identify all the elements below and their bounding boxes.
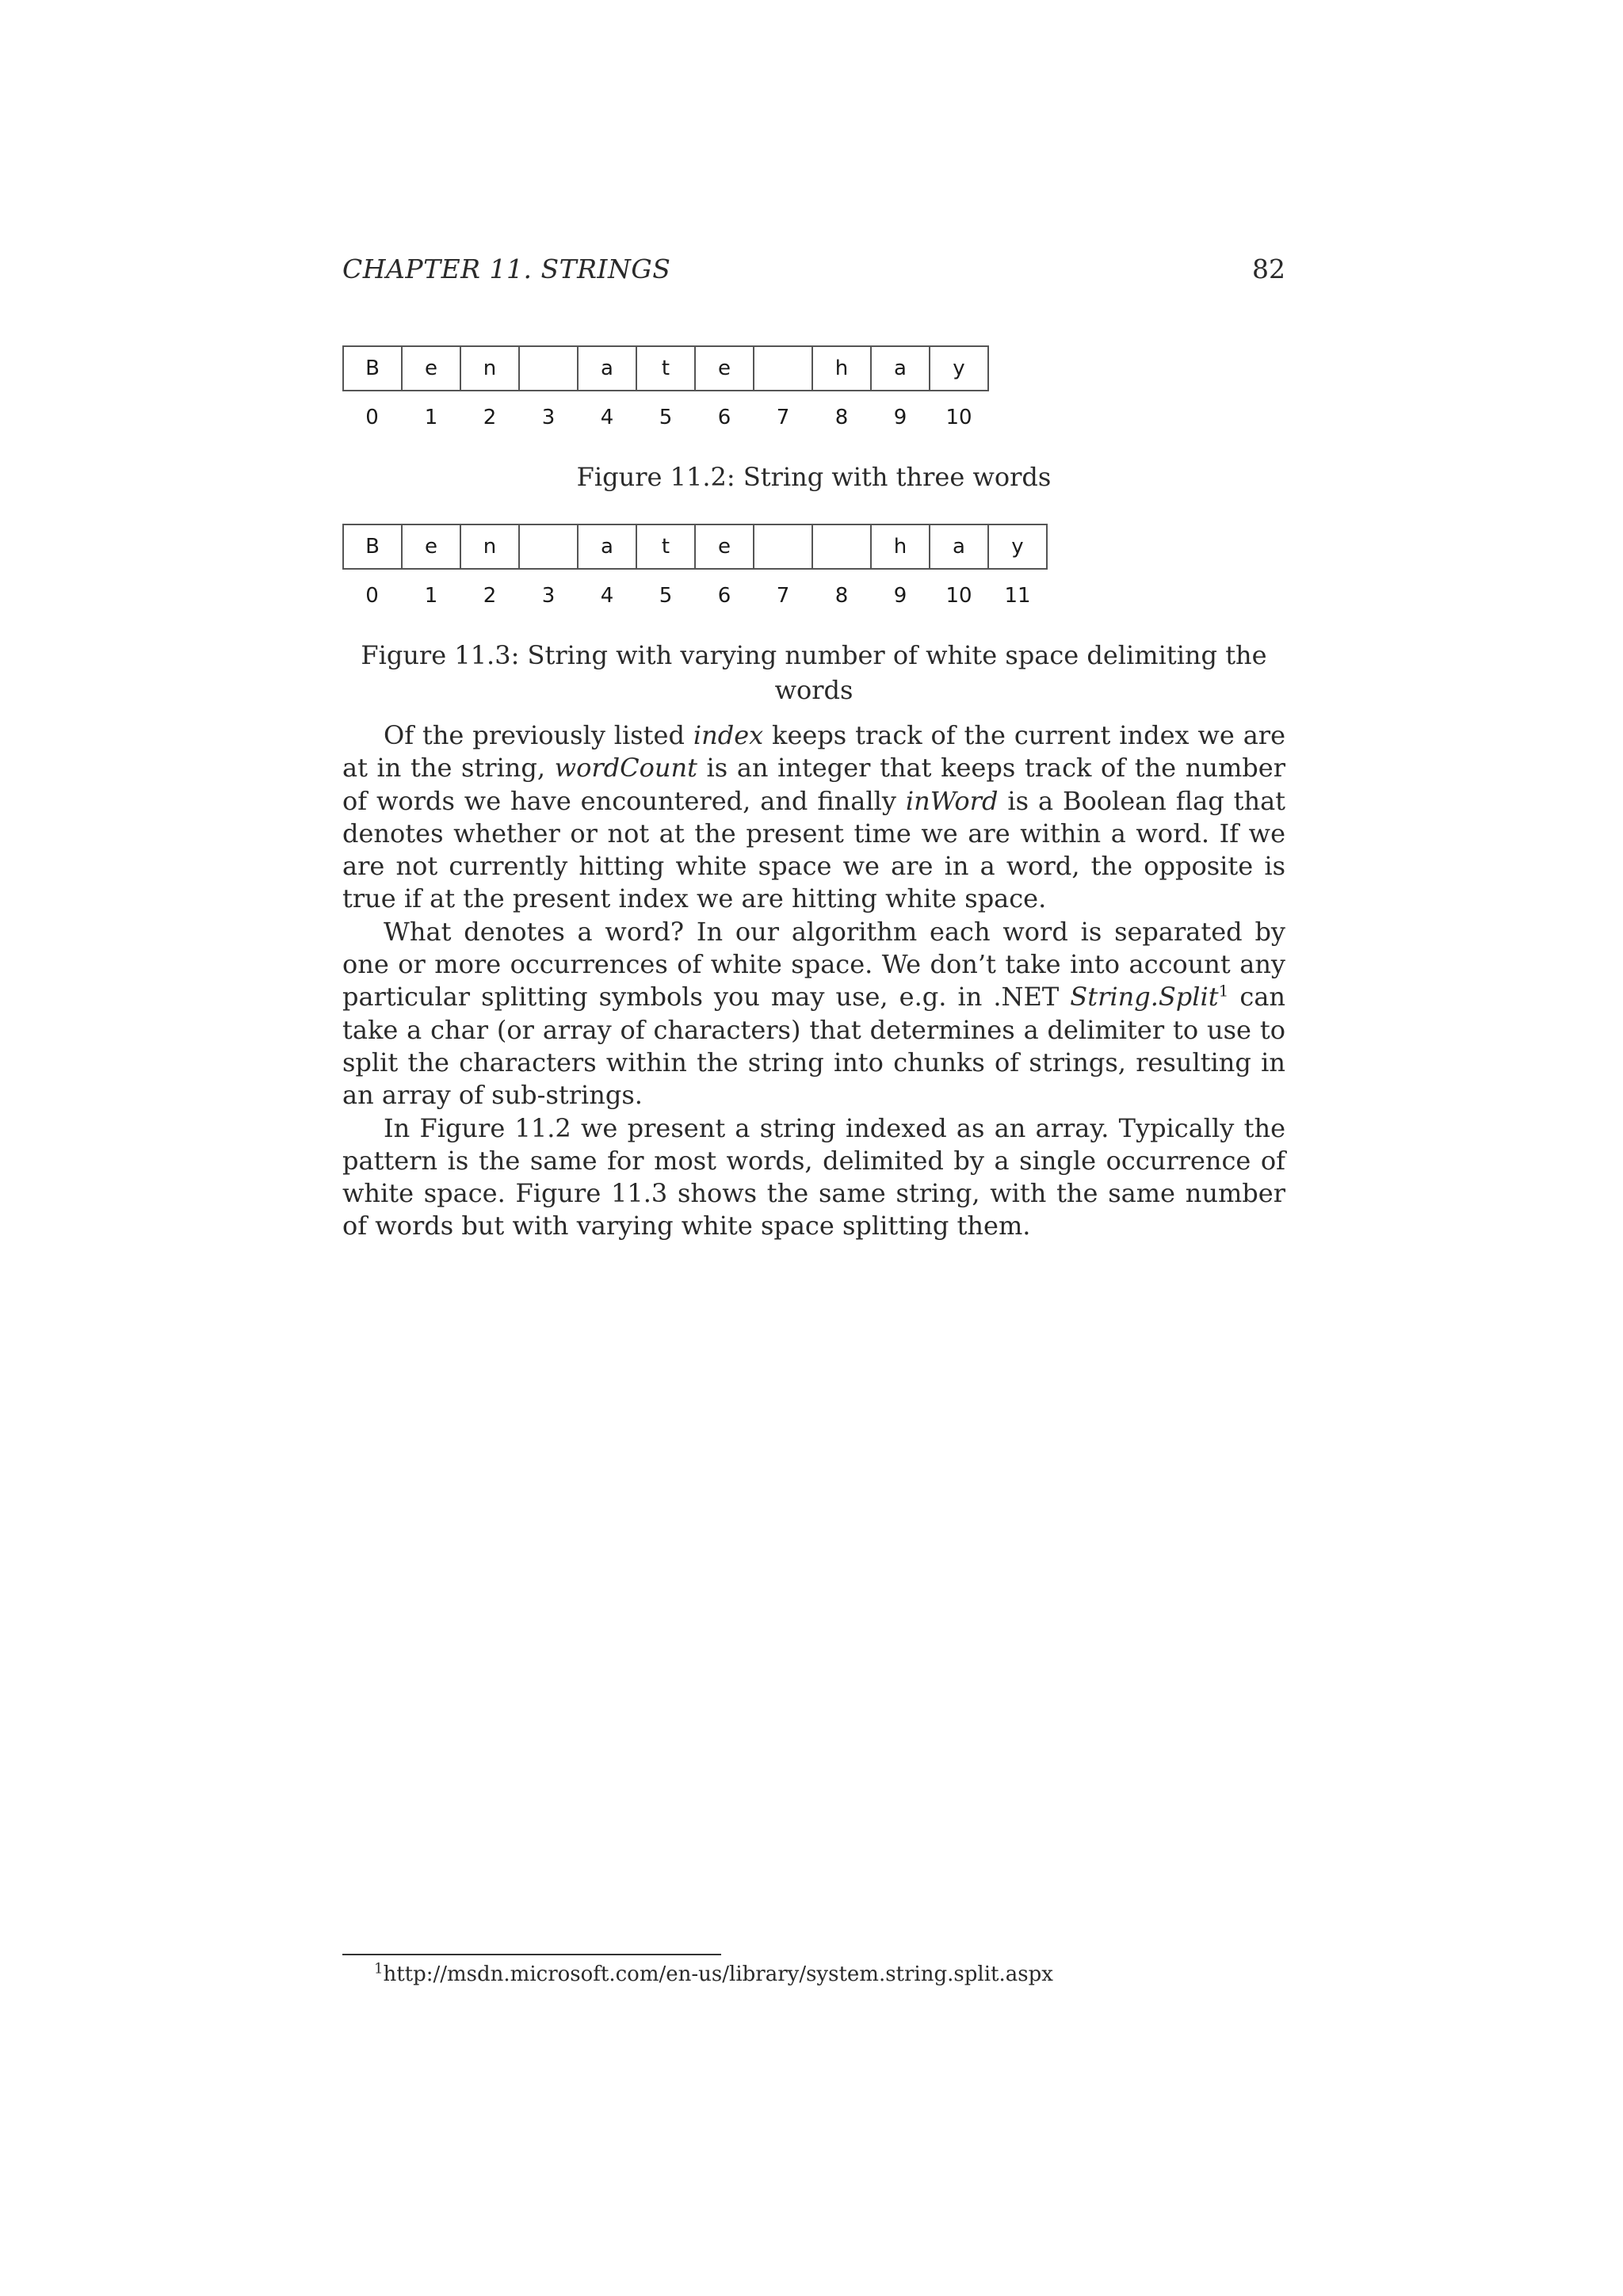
index-row: [342, 406, 988, 429]
array-index: 8: [834, 584, 849, 608]
array-index: 3: [541, 406, 556, 429]
array-cell: [754, 347, 813, 390]
array-index: 11: [1004, 584, 1031, 608]
paragraph: In Figure 11.2 we present a string indexed as an array. Typically the pattern is the same for most words, delimited by a single occurrence of white space. Figure 11.3 shows the same string, with the same number of words but with varying white space splitting them.: [342, 1112, 1285, 1241]
array-index: 9: [893, 584, 907, 608]
array-index: 10: [945, 584, 972, 608]
array-index: 2: [483, 584, 497, 608]
array-index: 9: [893, 406, 907, 429]
page-number: 82: [1252, 254, 1285, 284]
array-index: 1: [424, 406, 438, 429]
array-cell: a: [579, 525, 637, 568]
array-cell: B: [344, 525, 403, 568]
array-cell: t: [637, 525, 696, 568]
array-index: 2: [483, 406, 497, 429]
chapter-title: CHAPTER 11. STRINGS: [342, 254, 671, 284]
array-index: 5: [659, 584, 673, 608]
paragraph: Of the previously listed index keeps track of the current index we are at in the string, wordCount is an integer that keeps track of the number of words we have encountered, and finally inWord is a Boolean flag that denotes whether or not at the present time we are within a word. If we are not currently hitting white space we are in a word, the opposite is true if at the present index we are hitting white space.: [342, 720, 1286, 914]
figure-11-3-caption: Figure 11.3: String with varying number of white space delimiting the words: [361, 640, 1267, 705]
array-cell: y: [989, 525, 1048, 568]
char-cells: [342, 345, 989, 391]
array-cell: e: [403, 347, 461, 390]
array-cell: [520, 525, 579, 568]
array-index: 3: [541, 584, 556, 608]
running-header: [342, 252, 1285, 287]
array-index: 7: [776, 584, 790, 608]
figure-11-3-array: [342, 524, 1048, 608]
array-cell: e: [696, 525, 754, 568]
array-index: 7: [776, 406, 790, 429]
array-index: 0: [365, 584, 379, 608]
body-text: [342, 719, 1285, 1243]
footnote-rule: [342, 1954, 721, 1955]
array-index: 6: [717, 584, 731, 608]
array-cell: t: [637, 347, 696, 390]
footnote-mark: 1: [374, 1960, 384, 1978]
array-index: 6: [717, 406, 731, 429]
array-cell: e: [403, 525, 461, 568]
array-cell: y: [930, 347, 989, 390]
footnote-url[interactable]: http://msdn.microsoft.com/en-us/library/system.string.split.aspx: [383, 1962, 1053, 1986]
array-index: 8: [834, 406, 849, 429]
array-cell: h: [872, 525, 930, 568]
paragraph: What denotes a word? In our algorithm each word is separated by one or more occurrences of white space. We don’t take into account any particular splitting symbols you may use, e.g. in .NET String.Split$^1$ can take a char (or array of characters) that determines a delimiter to use to split the characters within the string into chunks of strings, resulting in an array of sub-strings.: [342, 916, 1286, 1111]
char-cells: [342, 524, 1048, 570]
array-index: 5: [659, 406, 673, 429]
array-cell: e: [696, 347, 754, 390]
figure-11-2-array: [342, 345, 989, 429]
footnote: [374, 1960, 1053, 1989]
array-cell: B: [344, 347, 403, 390]
figure-11-2-caption: Figure 11.2: String with three words: [576, 462, 1052, 492]
array-index: 4: [600, 406, 614, 429]
array-index: 0: [365, 406, 379, 429]
array-cell: a: [872, 347, 930, 390]
array-index: 10: [945, 406, 972, 429]
array-cell: [754, 525, 813, 568]
array-cell: [813, 525, 872, 568]
array-cell: n: [461, 525, 520, 568]
array-index: 4: [600, 584, 614, 608]
array-index: 1: [424, 584, 438, 608]
index-row: [342, 584, 1047, 608]
array-cell: [520, 347, 579, 390]
page: [342, 0, 1285, 2296]
array-cell: a: [930, 525, 989, 568]
array-cell: h: [813, 347, 872, 390]
array-cell: a: [579, 347, 637, 390]
array-cell: n: [461, 347, 520, 390]
footnote-ref[interactable]: 1: [1218, 981, 1229, 1001]
